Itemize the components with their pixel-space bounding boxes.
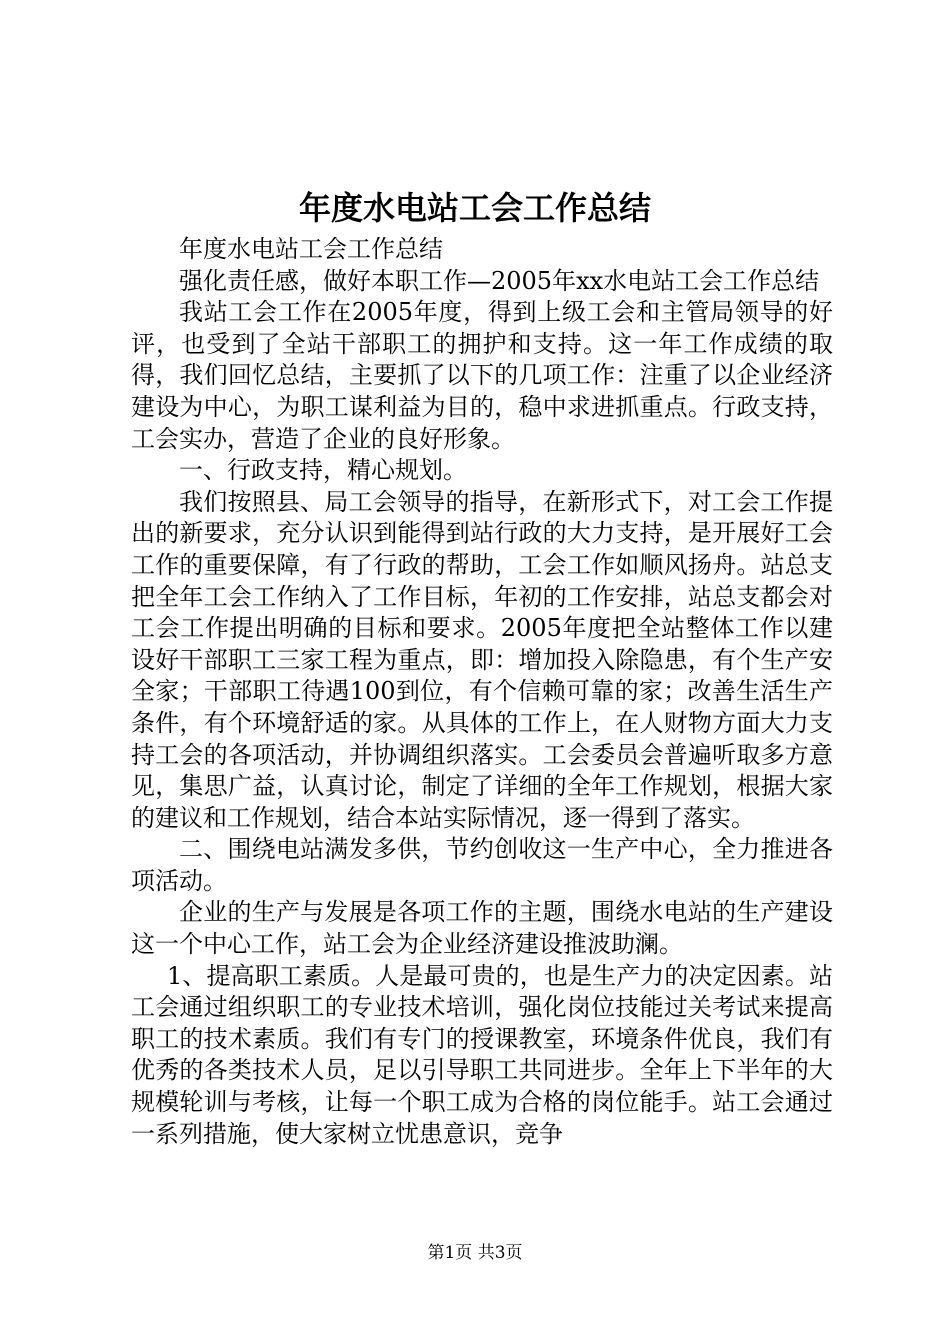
paragraph: 企业的生产与发展是各项工作的主题，围绕水电站的生产建设这一个中心工作，站工会为企业经济建设推波助澜。	[131, 898, 833, 959]
paragraph-subtitle: 年度水电站工会工作总结	[179, 235, 443, 263]
paragraph-heading: 强化责任感，做好本职工作—2005年xx水电站工会工作总结	[179, 266, 820, 295]
section-heading: 二、围绕电站满发多供，节约创收这一生产中心，全力推进各项活动。	[131, 835, 833, 895]
paragraph: 我站工会工作在2005年度，得到上级工会和主管局领导的好评，也受到了全站干部职工的拥护和支持。这一年工作成绩的取得，我们回忆总结，主要抓了以下的几项工作：注重了以企业经济建设为中心，为职工谋利益为目的，稳中求进抓重点。行政支持，工会实办，营造了企业的良好形象。	[131, 298, 833, 453]
page-footer: 第1页 共3页	[427, 1243, 523, 1263]
document-body	[131, 234, 833, 1150]
paragraph: 1、提高职工素质。人是最可贵的，也是生产力的决定因素。站工会通过组织职工的专业技术培训，强化岗位技能过关考试来提高职工的技术素质。我们有专门的授课教室，环境条件优良，我们有优秀的各类技术人员，足以引导职工共同进步。全年上下半年的大规模轮训与考核，让每一个职工成为合格的岗位能手。站工会通过一系列措施，使大家树立忧患意识，竞争	[131, 961, 833, 1148]
paragraph: 我们按照县、局工会领导的指导，在新形式下，对工会工作提出的新要求，充分认识到能得到站行政的大力支持，是开展好工会工作的重要保障，有了行政的帮助，工会工作如顺风扬舟。站总支把全年工会工作纳入了工作目标，年初的工作安排，站总支都会对工会工作提出明确的目标和要求。2005年度把全站整体工作以建设好干部职工三家工程为重点，即：增加投入除隐患，有个生产安全家；干部职工待遇100到位，有个信赖可靠的家；改善生活生产条件，有个环境舒适的家。从具体的工作上，在人财物方面大力支持工会的各项活动，并协调组织落实。工会委员会普遍听取多方意见，集思广益，认真讨论，制定了详细的全年工作规划，根据大家的建议和工作规划，结合本站实际情况，逐一得到了落实。	[131, 487, 833, 832]
document-title: 年度水电站工会工作总结	[298, 189, 651, 227]
section-heading: 一、行政支持，精心规划。	[179, 456, 467, 485]
